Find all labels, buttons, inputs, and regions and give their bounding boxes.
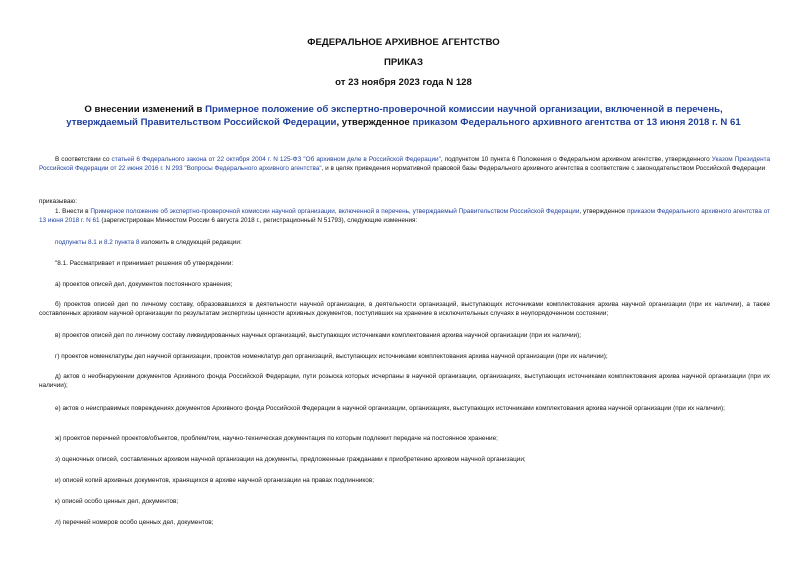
doc-title: [60, 104, 747, 129]
item1-link-model-regulation[interactable]: Примерное положение об экспертно-проверочной комиссии научной организации, включенной в перечень, утверждаемый Правительством Российской Федерации: [90, 208, 580, 215]
item1-text-2: , утвержденное: [579, 208, 628, 215]
paragraph-g: г) проектов номенклатуры дел научной организации, проектов номенклатур дел организаций, выступающих источниками комплектования архива научной организации (при их наличии);: [55, 353, 608, 360]
item-1: [39, 207, 770, 226]
paragraph-8-1: "8.1. Рассматривает и принимает решения об утверждении:: [55, 260, 234, 267]
link-subitems-8-1-8-2[interactable]: подпункты 8.1 и 8.2 пункта 8: [55, 239, 140, 246]
subitems-line: [39, 238, 770, 247]
paragraph-a: а) проектов описей дел, документов постоянного хранения;: [55, 281, 233, 288]
paragraph-k: к) описей особо ценных дел, документов;: [55, 498, 179, 505]
paragraph-l: л) перечней номеров особо ценных дел, документов;: [55, 519, 214, 526]
link-federal-law-125[interactable]: статьей 6 Федерального закона от 22 октября 2004 г. N 125-ФЗ "Об архивном деле в Российской Федерации": [111, 156, 441, 163]
doc-type: ПРИКАЗ: [384, 57, 423, 68]
paragraph-v: в) проектов описей дел по личному составу ликвидированных научных организаций, выступающих источниками комплектования архива научной организации (при их наличии);: [55, 332, 582, 339]
title-link-order-61[interactable]: приказом Федерального архивного агентства от 13 июня 2018 г. N 61: [412, 116, 741, 128]
agency-name: ФЕДЕРАЛЬНОЕ АРХИВНОЕ АГЕНТСТВО: [307, 37, 500, 48]
item1-text-3: (зарегистрирован Минюстом России 6 августа 2018 г., регистрационный N 51793), следующие изменения:: [99, 217, 418, 225]
doc-date-number: от 23 ноября 2023 года N 128: [335, 77, 472, 88]
preamble-text-1: В соответствии со: [55, 156, 112, 163]
item1-text-1: 1. Внести в: [55, 208, 91, 215]
title-link-model-regulation[interactable]: Примерное положение об экспертно-проверочной комиссии научной организации, включенной в перечень, утверждаемый Правительством Российской Федерации: [66, 104, 723, 128]
paragraph-b: б) проектов описей дел по личному составу, образовавшихся в деятельности научной организации, в деятельности организаций, выступающих источниками комплектования архива научной организации (при их наличии), а также составленных архивом научной организации по результатам экспертизы ценности архивных документов, поступивших на хранение в исключительных случаях в неупорядоченном состоянии;: [39, 301, 770, 318]
paragraph-i: и) описей копий архивных документов, хранящихся в архиве научной организации на правах подлинников;: [55, 477, 375, 484]
paragraph-e: е) актов о неисправимых повреждениях документов Архивного фонда Российской Федерации в научной организации, организациях, выступающих источниками комплектования архива научной организации (при их наличии);: [55, 405, 725, 412]
paragraph-d: д) актов о необнаружении документов Архивного фонда Российской Федерации, пути розыска которых исчерпаны в научной организации, организациях, выступающих источниками комплектования архива научной организации (при их наличии);: [39, 373, 770, 390]
orders-word: приказываю:: [39, 198, 77, 205]
preamble-text-3: , и в целях приведения нормативной правовой базы Федерального архивного агентства в соответствие с законодательством Российской Федерации: [321, 165, 766, 173]
preamble-text-2: , подпунктом 10 пункта 6 Положения о Федеральном архивном агентстве, утвержденного: [440, 156, 712, 163]
title-text-2: , утвержденное: [336, 116, 413, 128]
preamble: [39, 155, 770, 174]
item1-link-order-61[interactable]: приказом Федерального архивного агентства от 13 июня 2018 г. N 61: [39, 208, 771, 225]
link-presidential-decree-293[interactable]: Указом Президента Российской Федерации от 22 июня 2016 г. N 293 "Вопросы Федерального архивного агентства": [39, 156, 771, 173]
paragraph-z: з) оценочных описей, составленных архивом научной организации на документы, предложенные гражданами к приобретению архивом научной организации;: [55, 456, 526, 463]
paragraph-zh: ж) проектов перечней проектов/объектов, проблем/тем, научно-техническая документация по которым подлежит передаче на постоянное хранение;: [55, 435, 498, 442]
title-text-1: О внесении изменений в: [84, 104, 206, 115]
subitems-text: изложить в следующей редакции:: [139, 239, 242, 246]
